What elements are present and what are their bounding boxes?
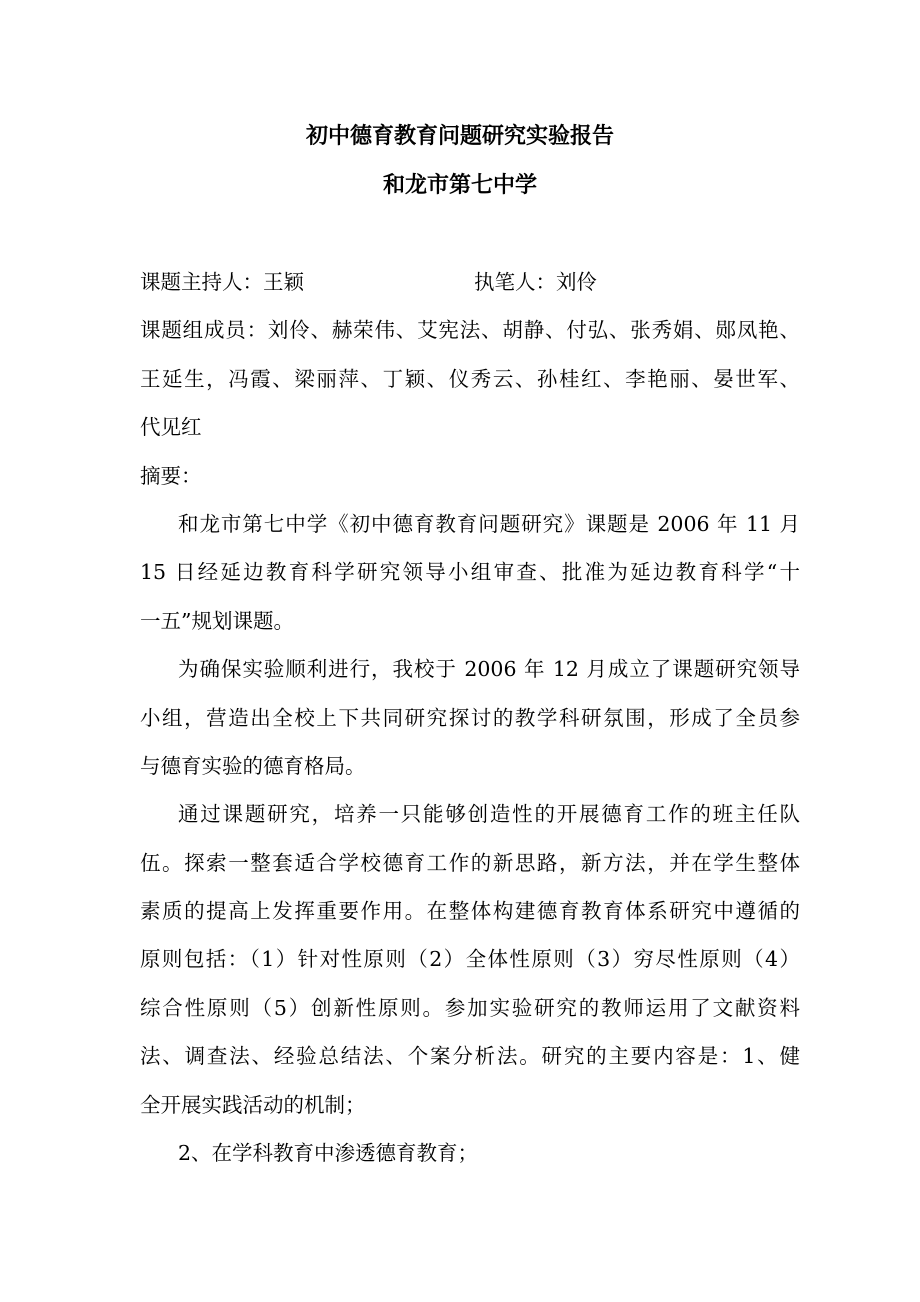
paragraph-line: 小组，营造出全校上下共同研究探讨的教学科研氛围，形成了全员参 bbox=[140, 705, 800, 730]
paragraph-line: 伍。探索一整套适合学校德育工作的新思路，新方法，并在学生整体 bbox=[140, 850, 800, 875]
document-title: 初中德育教育问题研究实验报告 bbox=[305, 123, 614, 149]
paragraph-line: 原则包括：（1）针对性原则（2）全体性原则（3）穷尽性原则（4） bbox=[140, 947, 800, 972]
abstract-label: 摘要： bbox=[140, 463, 202, 488]
members-line: 代见红 bbox=[140, 415, 202, 440]
paragraph-line: 法、调查法、经验总结法、个案分析法。研究的主要内容是：1、健 bbox=[140, 1044, 800, 1069]
paragraph-line: 通过课题研究，培养一只能够创造性的开展德育工作的班主任队 bbox=[178, 802, 800, 827]
paragraph-line: 2、在学科教育中渗透德育教育； bbox=[178, 1141, 479, 1166]
paragraph-line: 全开展实践活动的机制； bbox=[140, 1092, 366, 1117]
paragraph-line: 15 日经延边教育科学研究领导小组审查、批准为延边教育科学“十 bbox=[140, 560, 800, 585]
members-line: 课题组成员：刘伶、赫荣伟、艾宪法、胡静、付弘、张秀娟、郧凤艳、 bbox=[140, 318, 800, 343]
paragraph-line: 与德育实验的德育格局。 bbox=[140, 753, 366, 778]
paragraph-line: 和龙市第七中学《初中德育教育问题研究》课题是 2006 年 11 月 bbox=[178, 511, 800, 536]
paragraph-line: 素质的提高上发挥重要作用。在整体构建德育教育体系研究中遵循的 bbox=[140, 899, 800, 924]
document-body bbox=[140, 258, 800, 1177]
paragraph-line: 综合性原则（5）创新性原则。参加实验研究的教师运用了文献资料 bbox=[140, 995, 800, 1020]
credits-line bbox=[140, 258, 800, 306]
writer-label: 执笔人：刘伶 bbox=[474, 270, 597, 294]
school-name: 和龙市第七中学 bbox=[382, 172, 537, 198]
paragraph-line: 为确保实验顺利进行，我校于 2006 年 12 月成立了课题研究领导 bbox=[178, 657, 800, 682]
paragraph-line: 一五”规划课题。 bbox=[140, 608, 294, 633]
members-line: 王延生，冯霞、梁丽萍、丁颖、仪秀云、孙桂红、李艳丽、晏世军、 bbox=[140, 366, 800, 391]
host-label: 课题主持人：王颖 bbox=[140, 270, 304, 294]
